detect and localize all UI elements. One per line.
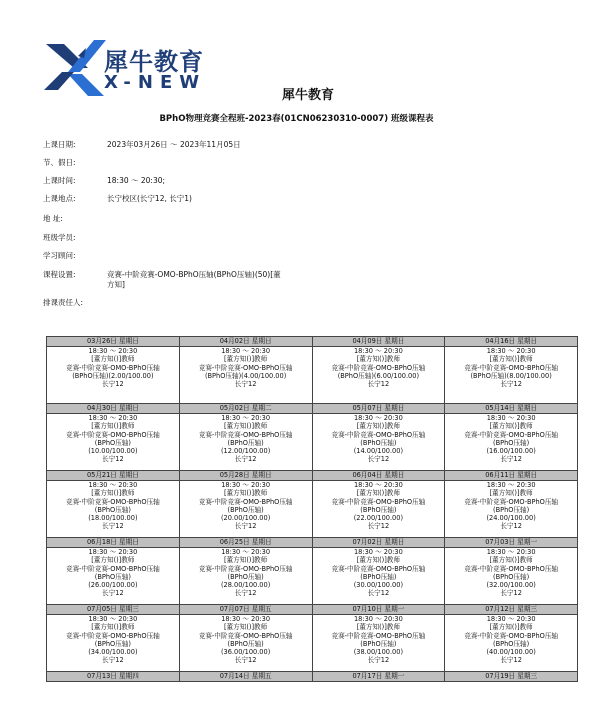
schedule-date-header: 05月21日 星期日 (47, 471, 180, 481)
session-detail-line: 长宁12 (367, 656, 390, 665)
schedule-date-header: 07月05日 星期三 (47, 605, 180, 615)
schedule-date-header: 06月11日 星期日 (445, 471, 578, 481)
schedule-session-cell (312, 548, 445, 605)
session-detail-line: 长宁12 (500, 380, 522, 389)
session-detail-line: (BPhO压轴)(8.00/100.00) (470, 371, 552, 380)
session-detail-line: (18.00/100.00) (88, 514, 138, 523)
schedule-header-row (47, 471, 578, 481)
schedule-date-header: 05月14日 星期日 (445, 404, 578, 414)
session-detail-line: 长宁12 (102, 455, 124, 464)
schedule-header-row (47, 538, 578, 548)
session-detail-line: 长宁12 (500, 455, 522, 464)
logo-english-text: X-NEW (104, 72, 207, 93)
info-label: 课程设置: (43, 270, 76, 279)
schedule-date-header: 06月04日 星期日 (312, 471, 445, 481)
session-detail-line: 长宁12 (234, 656, 257, 665)
session-detail-line: 18:30 ～ 20:30 (353, 548, 403, 556)
info-value: 长宁校区(长宁12, 长宁1) (107, 194, 192, 203)
info-value: 18:30 ～ 20:30; (107, 176, 166, 185)
session-detail-line: 18:30 ～ 20:30 (88, 615, 138, 623)
session-detail-line: (BPhO压轴)(2.00/100.00) (72, 371, 154, 380)
session-detail-line: 18:30 ～ 20:30 (353, 615, 403, 623)
session-detail-line: (40.00/100.00) (486, 648, 536, 657)
schedule-date-header: 03月26日 星期日 (47, 337, 180, 347)
session-detail-line: (BPhO压轴) (493, 505, 530, 514)
session-detail-line: (BPhO压轴) (360, 639, 397, 648)
schedule-session-cell (179, 347, 312, 404)
session-detail-line: (BPhO压轴) (360, 438, 397, 447)
schedule-date-header: 05月07日 星期日 (312, 404, 445, 414)
session-detail-line: [董方知()]教师 (489, 556, 533, 565)
session-detail-line: (BPhO压轴)(6.00/100.00) (337, 371, 420, 380)
session-detail-line: [董方知()]教师 (223, 556, 268, 565)
session-detail-line: 竞赛-中阶竞赛-OMO-BPhO压轴 (198, 363, 293, 372)
session-detail-line: (BPhO压轴) (94, 639, 131, 648)
session-detail-line: (BPhO压轴) (94, 572, 131, 581)
info-label: 地 址: (43, 214, 63, 223)
session-detail-line: 竞赛-中阶竞赛-OMO-BPhO压轴 (198, 430, 293, 439)
session-detail-line: 竞赛-中阶竞赛-OMO-BPhO压轴 (464, 564, 559, 573)
session-detail-line: 18:30 ～ 20:30 (88, 548, 138, 556)
schedule-session-cell (445, 548, 578, 605)
session-detail-line: 竞赛-中阶竞赛-OMO-BPhO压轴 (65, 363, 160, 372)
session-detail-line: [董方知()]教师 (91, 422, 135, 431)
session-detail-line: 竞赛-中阶竞赛-OMO-BPhO压轴 (464, 631, 559, 640)
session-detail-line: 竞赛-中阶竞赛-OMO-BPhO压轴 (65, 430, 160, 439)
schedule-session-cell (47, 615, 180, 672)
session-detail-line: 竞赛-中阶竞赛-OMO-BPhO压轴 (198, 497, 293, 506)
session-detail-line: 竞赛-中阶竞赛-OMO-BPhO压轴 (464, 497, 559, 506)
session-detail-line: 18:30 ～ 20:30 (221, 615, 271, 623)
session-detail-line: (BPhO压轴)(4.00/100.00) (204, 371, 287, 380)
session-detail-line: (20.00/100.00) (220, 514, 271, 523)
session-detail-line: 18:30 ～ 20:30 (353, 347, 403, 355)
session-detail-line: [董方知()]教师 (356, 355, 400, 364)
session-detail-line: 长宁12 (234, 522, 257, 531)
session-detail-line: 长宁12 (102, 522, 124, 531)
session-detail-line: 18:30 ～ 20:30 (486, 347, 536, 355)
session-detail-line: [董方知()]教师 (489, 623, 533, 632)
session-detail-line: 长宁12 (234, 380, 257, 389)
schedule-session-cell (312, 347, 445, 404)
session-detail-line: 长宁12 (367, 380, 390, 389)
session-detail-line: 竞赛-中阶竞赛-OMO-BPhO压轴 (331, 631, 426, 640)
schedule-session-cell (445, 615, 578, 672)
session-detail-line: (BPhO压轴) (493, 572, 530, 581)
session-detail-line: 长宁12 (367, 522, 390, 531)
schedule-session-cell (312, 481, 445, 538)
info-label: 班级学员: (43, 233, 76, 242)
session-detail-line: [董方知()]教师 (91, 556, 135, 565)
session-detail-line: [董方知()]教师 (91, 623, 135, 632)
session-detail-line: (14.00/100.00) (353, 447, 404, 456)
info-label: 上课时间: (43, 176, 76, 185)
session-detail-line: [董方知()]教师 (356, 623, 400, 632)
schedule-date-header: 07月13日 星期四 (47, 672, 180, 682)
session-detail-line: 长宁12 (500, 589, 522, 598)
info-label: 节、假日: (43, 158, 76, 167)
schedule-date-header: 06月25日 星期日 (179, 538, 312, 548)
session-detail-line: 竞赛-中阶竞赛-OMO-BPhO压轴 (331, 363, 426, 372)
session-detail-line: [董方知()]教师 (489, 422, 533, 431)
session-detail-line: 长宁12 (234, 589, 257, 598)
session-detail-line: 竞赛-中阶竞赛-OMO-BPhO压轴 (65, 497, 160, 506)
schedule-session-row (47, 615, 578, 672)
schedule-date-header: 06月18日 星期日 (47, 538, 180, 548)
session-detail-line: (BPhO压轴) (360, 505, 397, 514)
session-detail-line: (BPhO压轴) (493, 438, 530, 447)
schedule-session-cell (445, 347, 578, 404)
organization-title: 犀牛教育 (282, 88, 335, 103)
session-detail-line: [董方知()]教师 (356, 489, 400, 498)
session-detail-line: 竞赛-中阶竞赛-OMO-BPhO压轴 (331, 497, 426, 506)
page-cut-edge (0, 712, 593, 717)
session-detail-line: (BPhO压轴) (493, 639, 530, 648)
info-label: 上课日期: (43, 140, 76, 149)
session-detail-line: [董方知()]教师 (489, 355, 533, 364)
session-detail-line: 18:30 ～ 20:30 (486, 414, 536, 422)
session-detail-line: 长宁12 (234, 455, 257, 464)
logo-chinese-text: 犀牛教育 (104, 48, 204, 76)
session-detail-line: [董方知()]教师 (489, 489, 533, 498)
session-detail-line: 长宁12 (367, 589, 390, 598)
session-detail-line: [董方知()]教师 (223, 489, 268, 498)
session-detail-line: 长宁12 (102, 589, 124, 598)
schedule-session-cell (312, 615, 445, 672)
schedule-session-row (47, 414, 578, 471)
schedule-date-header: 04月30日 星期日 (47, 404, 180, 414)
session-detail-line: (34.00/100.00) (88, 648, 138, 657)
session-detail-line: 竞赛-中阶竞赛-OMO-BPhO压轴 (331, 564, 426, 573)
session-detail-line: (BPhO压轴) (227, 639, 264, 648)
schedule-header-row (47, 404, 578, 414)
session-detail-line: 竞赛-中阶竞赛-OMO-BPhO压轴 (198, 631, 293, 640)
session-detail-line: 18:30 ～ 20:30 (221, 548, 271, 556)
info-value: 竞赛-中阶竞赛-OMO-BPhO压轴(BPhO压轴)(50)[董方知] (107, 270, 281, 289)
schedule-session-row (47, 481, 578, 538)
info-value: 2023年03月26日 ～ 2023年11月05日 (107, 140, 241, 149)
session-detail-line: 18:30 ～ 20:30 (486, 615, 536, 623)
session-detail-line: (BPhO压轴) (227, 572, 264, 581)
session-detail-line: 竞赛-中阶竞赛-OMO-BPhO压轴 (464, 430, 559, 439)
session-detail-line: 18:30 ～ 20:30 (353, 414, 403, 422)
session-detail-line: (BPhO压轴) (360, 572, 397, 581)
schedule-date-header: 05月28日 星期日 (179, 471, 312, 481)
session-detail-line: [董方知()]教师 (91, 355, 135, 364)
schedule-date-header: 05月02日 星期二 (179, 404, 312, 414)
schedule-date-header: 04月16日 星期日 (445, 337, 578, 347)
schedule-session-cell (179, 481, 312, 538)
session-detail-line: (22.00/100.00) (353, 514, 404, 523)
schedule-session-cell (47, 414, 180, 471)
session-detail-line: 竞赛-中阶竞赛-OMO-BPhO压轴 (464, 363, 559, 372)
schedule-date-header: 07月19日 星期三 (445, 672, 578, 682)
session-detail-line: 18:30 ～ 20:30 (221, 414, 271, 422)
session-detail-line: (36.00/100.00) (220, 648, 271, 657)
schedule-date-header: 07月02日 星期日 (312, 538, 445, 548)
session-detail-line: (BPhO压轴) (227, 438, 264, 447)
document-subtitle: BPhO物理竞赛全程班-2023春(01CN06230310-0007) 班级课程表 (159, 114, 434, 124)
schedule-session-cell (445, 481, 578, 538)
schedule-date-header: 04月09日 星期日 (312, 337, 445, 347)
schedule-table (46, 336, 578, 682)
session-detail-line: 长宁12 (500, 522, 522, 531)
session-detail-line: 18:30 ～ 20:30 (486, 481, 536, 489)
schedule-session-cell (47, 347, 180, 404)
session-detail-line: 竞赛-中阶竞赛-OMO-BPhO压轴 (65, 564, 160, 573)
schedule-date-header: 07月14日 星期五 (179, 672, 312, 682)
session-detail-line: 18:30 ～ 20:30 (88, 414, 138, 422)
session-detail-line: (12.00/100.00) (220, 447, 271, 456)
schedule-session-cell (312, 414, 445, 471)
schedule-header-row (47, 605, 578, 615)
session-detail-line: 长宁12 (102, 656, 124, 665)
session-detail-line: 竞赛-中阶竞赛-OMO-BPhO压轴 (65, 631, 160, 640)
schedule-session-cell (179, 414, 312, 471)
session-detail-line: [董方知()]教师 (223, 355, 268, 364)
schedule-date-header: 07月10日 星期一 (312, 605, 445, 615)
schedule-date-header: 04月02日 星期日 (179, 337, 312, 347)
schedule-date-header: 07月12日 星期三 (445, 605, 578, 615)
session-detail-line: 18:30 ～ 20:30 (88, 347, 138, 355)
session-detail-line: (BPhO压轴) (227, 505, 264, 514)
schedule-session-cell (445, 414, 578, 471)
schedule-header-row (47, 672, 578, 682)
session-detail-line: (BPhO压轴) (94, 438, 131, 447)
session-detail-line: [董方知()]教师 (356, 556, 400, 565)
session-detail-line: [董方知()]教师 (356, 422, 400, 431)
schedule-session-cell (179, 548, 312, 605)
session-detail-line: 18:30 ～ 20:30 (221, 347, 271, 355)
session-detail-line: (32.00/100.00) (486, 581, 536, 590)
session-detail-line: 长宁12 (102, 380, 124, 389)
session-detail-line: [董方知()]教师 (223, 422, 268, 431)
session-detail-line: 18:30 ～ 20:30 (486, 548, 536, 556)
session-detail-line: 竞赛-中阶竞赛-OMO-BPhO压轴 (198, 564, 293, 573)
schedule-session-cell (47, 481, 180, 538)
schedule-session-row (47, 347, 578, 404)
schedule-session-cell (47, 548, 180, 605)
session-detail-line: [董方知()]教师 (91, 489, 135, 498)
session-detail-line: (24.00/100.00) (486, 514, 536, 523)
session-detail-line: (16.00/100.00) (486, 447, 536, 456)
session-detail-line: (28.00/100.00) (220, 581, 271, 590)
schedule-session-cell (179, 615, 312, 672)
session-detail-line: 18:30 ～ 20:30 (353, 481, 403, 489)
schedule-header-row (47, 337, 578, 347)
schedule-date-header: 07月07日 星期五 (179, 605, 312, 615)
session-detail-line: 长宁12 (500, 656, 522, 665)
info-label: 排课责任人: (43, 298, 84, 307)
session-detail-line: (10.00/100.00) (88, 447, 138, 456)
session-detail-line: 长宁12 (367, 455, 390, 464)
session-detail-line: (BPhO压轴) (94, 505, 131, 514)
session-detail-line: (38.00/100.00) (353, 648, 404, 657)
session-detail-line: 18:30 ～ 20:30 (221, 481, 271, 489)
session-detail-line: (30.00/100.00) (353, 581, 404, 590)
info-label: 上课地点: (43, 194, 76, 203)
session-detail-line: 18:30 ～ 20:30 (88, 481, 138, 489)
schedule-date-header: 07月03日 星期一 (445, 538, 578, 548)
session-detail-line: [董方知()]教师 (223, 623, 268, 632)
info-label: 学习顾问: (43, 251, 76, 260)
schedule-date-header: 07月17日 星期一 (312, 672, 445, 682)
session-detail-line: (26.00/100.00) (88, 581, 138, 590)
session-detail-line: 竞赛-中阶竞赛-OMO-BPhO压轴 (331, 430, 426, 439)
schedule-session-row (47, 548, 578, 605)
